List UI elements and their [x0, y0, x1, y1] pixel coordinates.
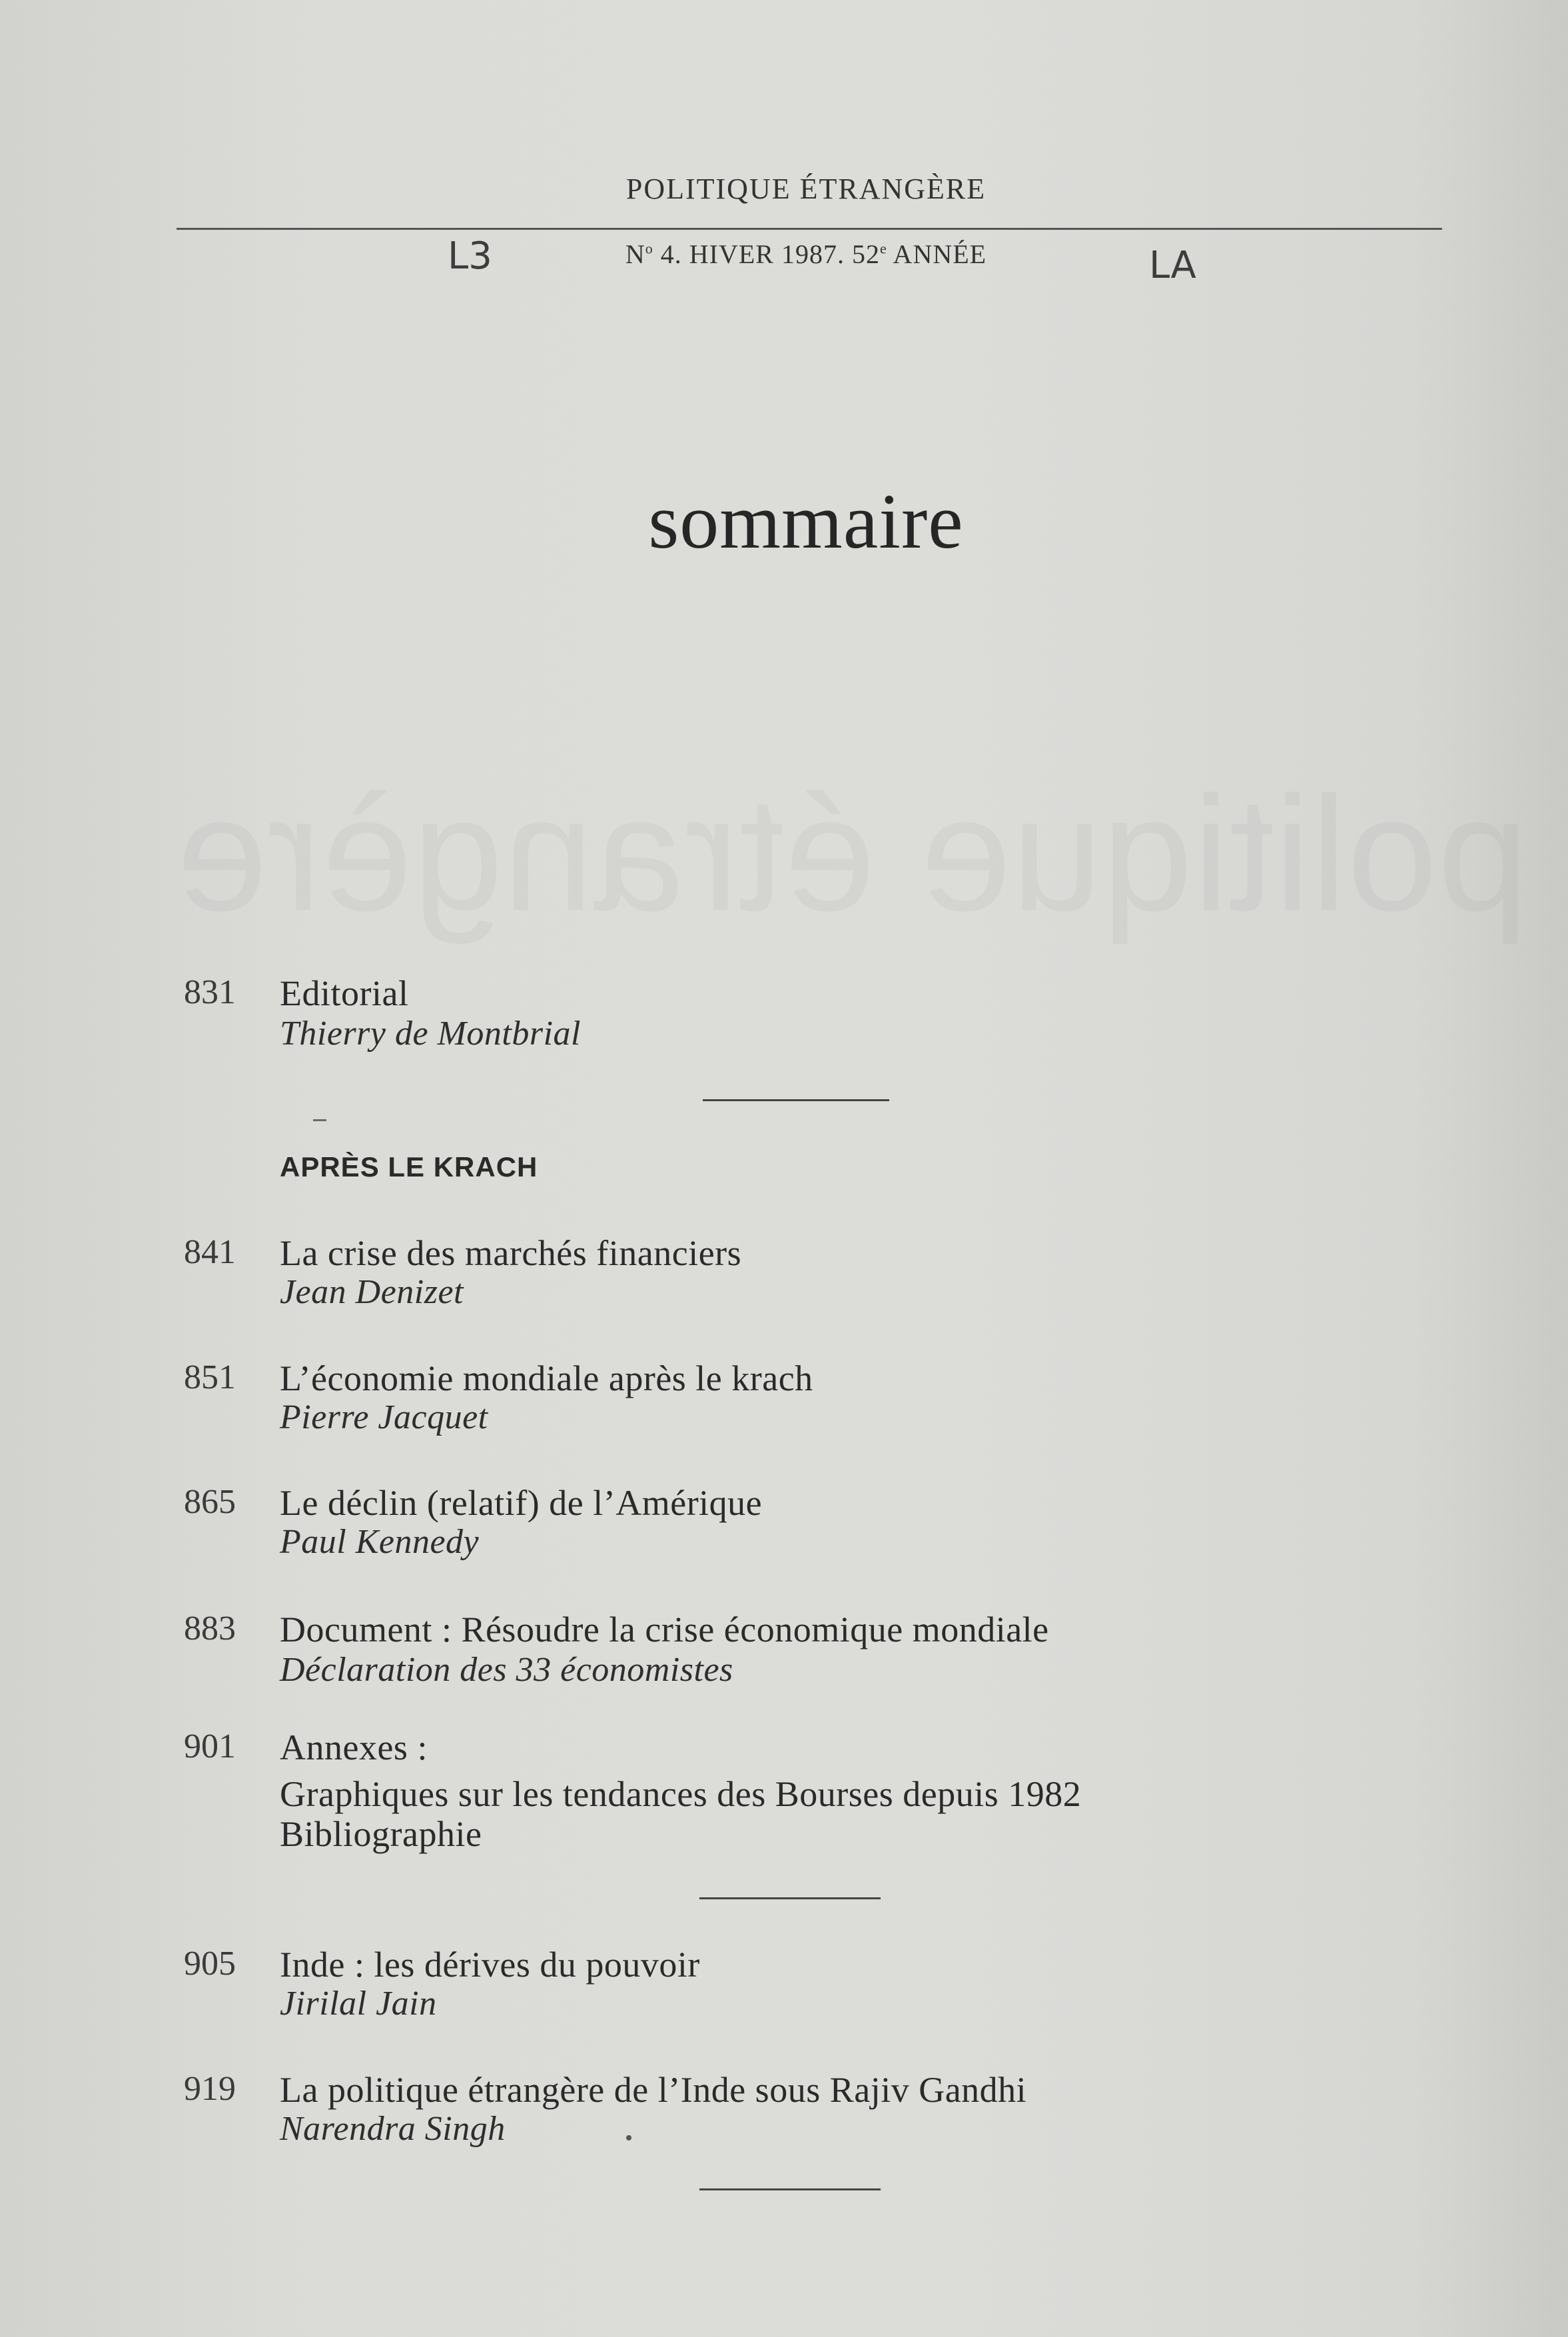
entry-author: Narendra Singh	[280, 2110, 506, 2148]
stray-mark	[626, 2135, 631, 2140]
entry-author: Jirilal Jain	[280, 1985, 437, 2023]
entry-title: La politique étrangère de l’Inde sous Rajiv Gandhi	[280, 2070, 1027, 2110]
entry-subtitle: Graphiques sur les tendances des Bourses depuis 1982	[280, 1774, 1082, 1814]
issue-sup: o	[645, 240, 653, 257]
issue-mid: 4. HIVER 1987. 52	[653, 239, 880, 269]
page-number: 831	[184, 973, 236, 1011]
entry-subtitle: Bibliographie	[280, 1814, 482, 1854]
header-divider	[177, 228, 1442, 230]
entry-title: Editorial	[280, 973, 409, 1013]
page-number: 841	[184, 1233, 236, 1271]
handwritten-annotation-right: LA	[1149, 244, 1196, 287]
handwritten-annotation-left: L3	[448, 234, 492, 278]
page-number: 851	[184, 1358, 236, 1396]
section-divider	[699, 2188, 881, 2190]
issue-suffix: ANNÉE	[887, 239, 987, 269]
entry-author: Paul Kennedy	[280, 1523, 480, 1561]
page-number: 919	[184, 2070, 236, 2108]
entry-title: Inde : les dérives du pouvoir	[280, 1945, 700, 1985]
page-title: sommaire	[648, 478, 964, 565]
page-number: 901	[184, 1727, 236, 1765]
entry-title: L’économie mondiale après le krach	[280, 1358, 813, 1398]
issue-line	[0, 238, 1568, 270]
section-heading: APRÈS LE KRACH	[280, 1151, 538, 1182]
section-divider	[699, 1897, 881, 1899]
section-divider	[703, 1099, 889, 1101]
show-through-logo: politique étrangère	[177, 762, 1529, 945]
entry-author: Déclaration des 33 économistes	[280, 1651, 733, 1689]
journal-title: POLITIQUE ÉTRANGÈRE	[625, 173, 986, 205]
entry-title: Document : Résoudre la crise économique mondiale	[280, 1610, 1049, 1649]
entry-author: Pierre Jacquet	[280, 1398, 488, 1436]
entry-title: Le déclin (relatif) de l’Amérique	[280, 1483, 763, 1523]
entry-author: Thierry de Montbrial	[280, 1015, 581, 1053]
entry-author: Jean Denizet	[280, 1273, 464, 1311]
stray-mark	[313, 1119, 326, 1121]
issue-sup2: e	[880, 240, 887, 257]
page-number: 865	[184, 1483, 236, 1521]
issue-prefix: N	[625, 239, 645, 269]
page-number: 883	[184, 1610, 236, 1647]
entry-title: La crise des marchés financiers	[280, 1233, 742, 1273]
page-number: 905	[184, 1945, 236, 1983]
entry-title: Annexes :	[280, 1727, 428, 1767]
